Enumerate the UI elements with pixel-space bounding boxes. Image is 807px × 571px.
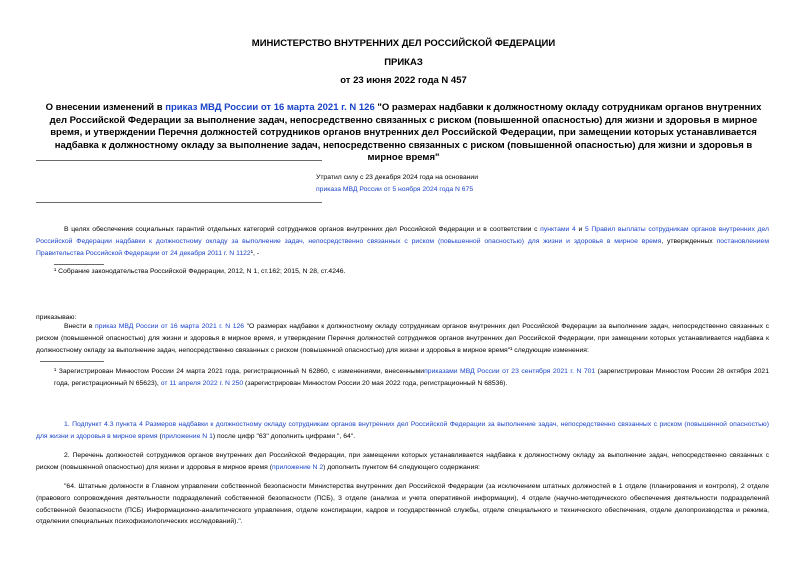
title-order-link[interactable]: приказ МВД России от 16 марта 2021 г. N 126 [165,102,375,113]
subpoint-4-3-link[interactable]: 1. Подпункт 4.3 пункта 4 Размеров надбавки к должностному окладу сотрудникам органов внутренних дел Российской Федерации за выполнение задач, непосредственно связанных с риском (повышенной опасностью) для жизни и здоровья в мирное время [36,421,769,440]
footnote-rule [40,361,104,362]
divider [36,202,322,203]
repeal-note [316,172,616,196]
document-type: ПРИКАЗ [384,57,423,68]
footnote-2: ¹ Зарегистрирован Минюстом России 24 марта 2021 года, регистрационный N 62860, с изменениями, внесеннымиприказами МВД России от 23 сентября 2021 г. N 701 (зарегистрирован Минюстом России 28 октября 2021 года, регистрационный N 65623), от 11 апреля 2022 г. N 250 (зарегистрирован Минюстом России 20 мая 2022 года, регистрационный N 68536). [54,368,769,387]
item-1-paragraph: 1. Подпункт 4.3 пункта 4 Размеров надбавки к должностному окладу сотрудникам органов внутренних дел Российской Федерации за выполнение задач, непосредственно связанных с риском (повышенной опасностью) для жизни и здоровья в мирное время (приложение N 1) после цифр "63" дополнить цифрами ", 64". [36,421,769,440]
divider [36,160,322,161]
amending-orders-link[interactable]: приказами МВД России от 23 сентября 2021 г. N 701 [424,368,596,375]
government-decree-link[interactable]: постановлением Правительства Российской Федерации от 24 декабря 2011 г. N 1122 [36,237,769,257]
appendix-2-link[interactable]: приложение N 2 [271,463,324,471]
appendix-1-link[interactable]: приложение N 1 [161,432,213,440]
item-2-paragraph: 2. Перечень должностей сотрудников органов внутренних дел Российской Федерации, при замещении которых устанавливается надбавка к должностному окладу за выполнение задач, непосредственно связанных с риском (повышенной опасностью) для жизни и здоровья в мирное время (приложение N 2) дополнить пунктом 64 следующего содержания: [36,452,769,471]
document-title: О внесении изменений в приказ МВД России от 16 марта 2021 г. N 126 "О размерах надбавки к должностному окладу сотрудникам органов внутренних дел Российской Федерации за выполнение задач, непосредственно связанных с риском (повышенной опасностью) для жизни и здоровья в мирное время, и утверждении Перечня должностей сотрудников органов внутренних дел Российской Федерации, при замещении которых устанавливается надбавка к должностному окладу за выполнение задач, непосредственно связанных с риском (повышенной опасностью) для жизни и здоровья в мирное время" [45,102,762,163]
ministry-heading: МИНИСТЕРСТВО ВНУТРЕННИХ ДЕЛ РОССИЙСКОЙ ФЕДЕРАЦИИ [251,38,556,49]
document-date-number: от 23 июня 2022 года N 457 [340,75,467,86]
amended-order-link[interactable]: приказ МВД России от 16 марта 2021 г. N 126 [95,323,245,330]
amendment-paragraph: Внести в приказ МВД России от 16 марта 2021 г. N 126 "О размерах надбавки к должностному окладу сотрудникам органов внутренних дел Российской Федерации за выполнение задач, непосредственно связанных с риском (повышенной опасностью) для жизни и здоровья в мирное время, и утверждении Перечня должностей сотрудников органов внутренних дел Российской Федерации, при замещении которых устанавливается надбавка к должностному окладу за выполнение задач, непосредственно связанных с риском (повышенной опасностью) для жизни и здоровья в мирное время"¹ следующие изменения: [36,323,769,354]
repeal-note-text: Утратил силу с 23 декабря 2024 года на основании [316,174,479,181]
item-64-paragraph: "64. Штатные должности в Главном управлении собственной безопасности Министерства внутренних дел Российской Федерации (за исключением штатных должностей в 1 отделе (планирования и контроля), 2 отделе (правового сопровождения деятельности подразделений собственной безопасности (ПСБ), 3 отделе (анализа и учета оперативной информации), 4 отделе (научно-методического обеспечения деятельности подразделений собственной безопасности (ПСБ) Информационно-аналитического управления, отделе конспирации, кадров и государственной службы, отделе специального и технического обеспечения, отделе делопроизводства и режима, отделении специальных психофизиологических исследований).". [36,483,769,526]
order-250-link[interactable]: от 11 апреля 2022 г. N 250 [160,379,244,387]
order-word: приказываю: [36,314,77,321]
footnote-marker: ¹ [54,268,57,275]
footnote-marker: ¹ [54,368,57,375]
payment-rules-link[interactable]: 5 Правил выплаты сотрудникам органов внутренних дел Российской Федерации надбавки к должностному окладу за выполнение задач, непосредственно связанных с риском (повышенной опасностью) для жизни и здоровья в мирное время [36,226,769,245]
points-4-link[interactable]: пунктами 4 [540,226,576,233]
footnote-rule [54,264,104,265]
footnote-1: ¹ Собрание законодательства Российской Федерации, 2012, N 1, ст.162; 2015, N 28, ст.4246. [54,268,346,275]
repeal-order-link[interactable]: приказа МВД России от 5 ноября 2024 года N 675 [316,185,474,193]
preamble-paragraph: В целях обеспечения социальных гарантий отдельных категорий сотрудников органов внутренних дел Российской Федерации и в соответствии с пунктами 4 и 5 Правил выплаты сотрудникам органов внутренних дел Российской Федерации надбавки к должностному окладу за выполнение задач, непосредственно связанных с риском (повышенной опасностью) для жизни и здоровья в мирное время, утвержденных постановлением Правительства Российской Федерации от 24 декабря 2011 г. N 1122¹, - [36,226,769,257]
